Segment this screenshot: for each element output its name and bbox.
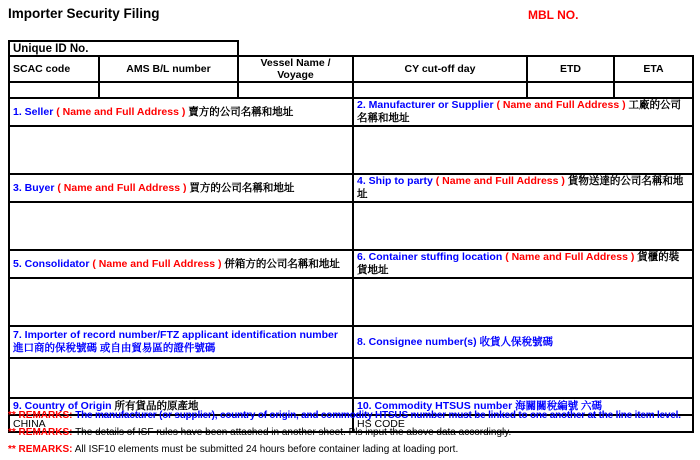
htsus-number-label: 10. Commodity HTSUS number [357,400,513,412]
country-of-origin-label: 9. Country of Origin [13,400,112,412]
remark-1-prefix: ** REMARKS: [8,410,73,421]
mbl-no-label: MBL NO. [528,8,579,22]
field-input-row-7-8 [9,358,693,398]
container-stuffing-paren: ( Name and Full Address ) [505,251,635,263]
importer-record-input[interactable] [9,358,353,398]
remark-1-text: The manufacturer (or supplier), country of origin, and commodity HTSUS number must be linked to one another at the line item level. [75,410,681,421]
unique-id-label: Unique ID No. [13,43,89,55]
field-label-importer-record-number [9,326,353,358]
htsus-number-value[interactable]: HS CODE [353,415,693,432]
ship-to-party-label: 4. Ship to party [357,175,433,187]
consolidator-label: 5. Consolidator [13,257,90,270]
country-of-origin-cjk: 所有貨品的原產地 [114,400,199,412]
field-input-row-1-2 [9,126,693,174]
field-label-container-stuffing [353,250,693,278]
col-head-etd: ETD [527,56,614,82]
field-label-row-7-8 [9,326,693,358]
field-input-row-3-4 [9,202,693,250]
field-label-manufacturer [353,98,693,126]
ams-bl-number-input[interactable] [99,82,238,98]
manufacturer-label: 2. Manufacturer or Supplier [357,99,494,111]
consolidator-paren: ( Name and Full Address ) [92,257,222,270]
ship-to-party-paren: ( Name and Full Address ) [435,175,565,187]
container-stuffing-label: 6. Container stuffing location [357,251,503,263]
remark-2-text: The details of ISF rules have been attached in another sheet. Pls input the above data accordingly. [75,427,512,438]
scac-code-input[interactable] [9,82,99,98]
consignee-number-label: 8. Consignee number(s) [357,335,477,348]
consignee-number-input[interactable] [353,358,693,398]
buyer-paren: ( Name and Full Address ) [57,181,187,194]
importer-record-label: 7. Importer of record number/FTZ applicant identification number [13,329,338,341]
col-head-eta: ETA [614,56,693,82]
shipment-input-row [9,82,693,98]
ship-to-party-cjk: 貨物送達的公司名稱和地址 [357,175,684,200]
field-label-consignee-number [353,326,693,358]
etd-input[interactable] [527,82,614,98]
cy-cutoff-day-input[interactable] [353,82,527,98]
remark-2-prefix: ** REMARKS: [8,427,73,438]
remark-3-text: All ISF10 elements must be submitted 24 hours before container lading at loading port. [74,444,459,455]
field-input-row-5-6 [9,278,693,326]
remark-3-prefix: ** REMARKS: [8,444,73,455]
manufacturer-input[interactable] [353,126,693,174]
remark-line-2 [8,424,681,441]
seller-label: 1. Seller [13,105,54,118]
htsus-number-cjk: 海關關稅編號 六碼 [515,400,603,412]
importer-record-cjk: 進口商的保稅號碼 或自由貿易區的證件號碼 [13,342,216,354]
container-stuffing-input[interactable] [353,278,693,326]
field-label-row-5-6 [9,250,693,278]
seller-paren: ( Name and Full Address ) [56,105,186,118]
buyer-input[interactable] [9,202,353,250]
field-label-row-1-2 [9,98,693,126]
field-label-seller [9,98,353,126]
eta-input[interactable] [614,82,693,98]
container-stuffing-cjk: 貨櫃的裝貨地址 [357,251,680,276]
consolidator-cjk: 併箱方的公司名稱和地址 [224,257,340,270]
field-label-ship-to-party [353,174,693,202]
buyer-cjk: 買方的公司名稱和地址 [189,181,295,194]
isf-table [8,55,694,433]
col-head-ams-bl-number: AMS B/L number [99,56,238,82]
col-head-scac-code: SCAC code [9,56,99,82]
shipment-header-row [9,56,693,82]
ship-to-party-input[interactable] [353,202,693,250]
manufacturer-cjk: 工廠的公司名稱和地址 [357,99,682,124]
page-title: Importer Security Filing [8,6,160,21]
vessel-voyage-input[interactable] [238,82,353,98]
country-of-origin-value[interactable]: CHINA [9,415,353,432]
field-label-row-3-4 [9,174,693,202]
seller-cjk: 賣方的公司名稱和地址 [188,105,294,118]
remarks-block [8,407,681,458]
buyer-label: 3. Buyer [13,181,55,194]
field-label-consolidator [9,250,353,278]
seller-input[interactable] [9,126,353,174]
col-head-cy-cutoff-day: CY cut-off day [353,56,527,82]
col-head-vessel-voyage: Vessel Name / Voyage [238,56,353,82]
remark-line-3 [8,441,681,458]
field-label-buyer [9,174,353,202]
consolidator-input[interactable] [9,278,353,326]
manufacturer-paren: ( Name and Full Address ) [496,99,626,111]
consignee-number-cjk: 收貨人保稅號碼 [479,335,554,348]
remark-line-1 [8,407,681,424]
